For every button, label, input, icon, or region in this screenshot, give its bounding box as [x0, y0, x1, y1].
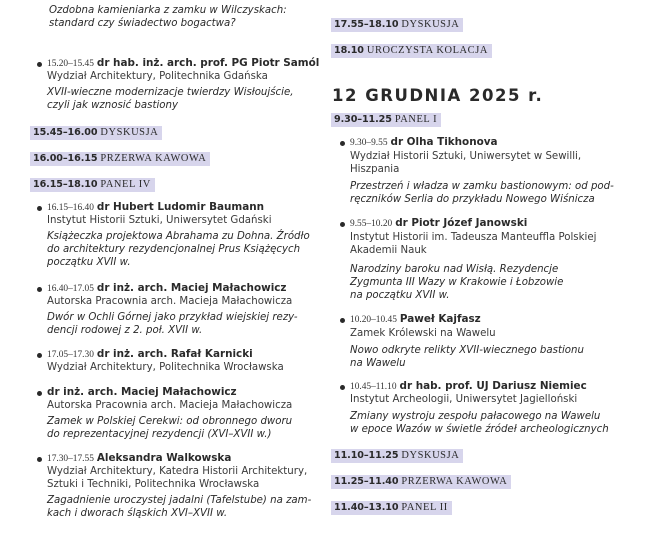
- bullet-icon: [340, 141, 345, 146]
- entry-heading: [350, 136, 498, 150]
- schedule-bar-panel: [331, 501, 452, 515]
- bullet-icon: [37, 391, 42, 396]
- schedule-bar-coffee-break: [30, 152, 210, 166]
- program-entry: [37, 57, 327, 117]
- speaker-name: dr hab. inż. arch. prof. PG Piotr Samól: [96, 57, 320, 69]
- bar-time: 11.10–11.25: [334, 450, 399, 461]
- speaker-name: dr inż. arch. Rafał Karnicki: [96, 348, 253, 360]
- bar-label: UROCZYSTA KOLACJA: [366, 45, 488, 56]
- speaker-name: dr inż. arch. Maciej Małachowicz: [96, 282, 287, 294]
- entry-time: 16.40–17.05: [47, 284, 94, 294]
- entry-time: 17.05–17.30: [47, 350, 94, 360]
- session-title: Zamek w Polskiej Cerekwi: od obronnego dworu do reprezentacyjnej rezydencji (XVI–XVII w.): [47, 416, 293, 441]
- bullet-icon: [340, 385, 345, 390]
- speaker-name: dr Piotr Józef Janowski: [395, 217, 528, 229]
- entry-heading: [350, 380, 587, 394]
- bar-time: 17.55–18.10: [334, 19, 399, 30]
- speaker-affiliation: Autorska Pracownia arch. Macieja Małachowicza: [47, 400, 293, 411]
- schedule-bar-dinner: [331, 44, 492, 58]
- bar-label: DYSKUSJA: [401, 19, 460, 30]
- schedule-bar-coffee-break: [331, 475, 511, 489]
- entry-heading: [47, 452, 231, 466]
- entry-time: 10.20–10.45: [350, 315, 397, 325]
- session-title: Narodziny baroku nad Wisłą. Rezydencje Zygmunta III Wazy w Krakowie i Łobzowie na początku XVII w.: [350, 264, 564, 302]
- speaker-name: dr hab. prof. UJ Dariusz Niemiec: [399, 380, 587, 392]
- session-title: Przestrzeń i władza w zamku bastionowym: od pod- ręczników Serlia do przykładu Nowego Wiśnicza: [350, 181, 614, 206]
- bar-label: PANEL IV: [100, 179, 151, 190]
- bar-label: PANEL I: [394, 114, 438, 125]
- bar-time: 18.10: [334, 45, 364, 56]
- program-entry: [37, 201, 327, 273]
- schedule-bar-panel: [331, 113, 441, 127]
- program-entry: [340, 217, 635, 307]
- entry-time: 9.55–10.20: [350, 219, 393, 229]
- program-entry: [340, 380, 635, 440]
- session-title: Nowo odkryte relikty XVII-wiecznego bastionu na Wawelu: [350, 345, 584, 370]
- program-entry: [340, 313, 635, 373]
- bullet-icon: [37, 353, 42, 358]
- bar-label: DYSKUSJA: [401, 450, 460, 461]
- day-heading: 12 GRUDNIA 2025 r.: [332, 86, 544, 105]
- program-entry: [37, 348, 327, 378]
- speaker-affiliation: Wydział Architektury, Katedra Historii Architektury, Sztuki i Techniki, Politechnika Wrocławska: [47, 466, 308, 491]
- entry-time: 15.20–15.45: [47, 59, 94, 69]
- bullet-icon: [37, 287, 42, 292]
- speaker-affiliation: Instytut Historii Sztuki, Uniwersytet Gdański: [47, 215, 272, 226]
- bar-label: PRZERWA KAWOWA: [100, 153, 207, 164]
- schedule-bar-panel: [30, 178, 155, 192]
- schedule-bar-discussion: [30, 126, 162, 140]
- session-title: Ozdobna kamieniarka z zamku w Wilczyskach: standard czy świadectwo bogactwa?: [49, 5, 287, 30]
- bullet-icon: [37, 457, 42, 462]
- speaker-affiliation: Autorska Pracownia arch. Macieja Małachowicza: [47, 296, 293, 307]
- entry-time: 9.30–9.55: [350, 138, 388, 148]
- bar-label: PRZERWA KAWOWA: [401, 476, 508, 487]
- session-title: Książeczka projektowa Abrahama zu Dohna. Źródło do architektury rezydencjonalnej Prus Książęcych początku XVII w.: [47, 231, 310, 269]
- speaker-affiliation: Instytut Archeologii, Uniwersytet Jagielloński: [350, 394, 578, 405]
- speaker-name: dr Hubert Ludomir Baumann: [96, 201, 265, 213]
- session-title: Dwór w Ochli Górnej jako przykład wiejskiej rezy- dencji rodowej z 2. poł. XVII w.: [47, 312, 298, 337]
- entry-heading: [47, 201, 264, 215]
- speaker-affiliation: Instytut Historii im. Tadeusza Manteuffla Polskiej Akademii Nauk: [350, 232, 597, 257]
- entry-time: 10.45–11.10: [350, 382, 397, 392]
- entry-heading: [47, 386, 237, 399]
- bar-time: 16.00–16.15: [33, 153, 98, 164]
- entry-time: 16.15–16.40: [47, 203, 94, 213]
- bar-time: 16.15–18.10: [33, 179, 98, 190]
- bar-label: PANEL II: [401, 502, 448, 513]
- entry-time: 17.30–17.55: [47, 454, 94, 464]
- entry-heading: [47, 57, 319, 71]
- bullet-icon: [340, 222, 345, 227]
- speaker-name: Aleksandra Walkowska: [96, 452, 232, 464]
- session-title: Zmiany wystroju zespołu pałacowego na Wawelu w epoce Wazów w świetle źródeł archeologicznych: [350, 411, 609, 436]
- program-entry: [340, 136, 635, 208]
- bar-time: 15.45–16.00: [33, 127, 98, 138]
- bullet-icon: [340, 318, 345, 323]
- program-entry: [37, 282, 327, 340]
- bar-time: 9.30–11.25: [334, 114, 392, 125]
- program-entry: [37, 452, 327, 534]
- bar-label: DYSKUSJA: [100, 127, 159, 138]
- entry-heading: [47, 348, 253, 362]
- schedule-bar-discussion: [331, 449, 463, 463]
- entry-heading: [350, 313, 481, 327]
- bullet-icon: [37, 62, 42, 67]
- session-title: XVII-wieczne modernizacje twierdzy Wisłoujście, czyli jak wznosić bastiony: [47, 87, 294, 112]
- session-title: Zagadnienie uroczystej jadalni (Tafelstube) na zam- kach i dworach śląskich XVI–XVII w.: [47, 495, 312, 520]
- schedule-bar-discussion: [331, 18, 463, 32]
- entry-heading: [350, 217, 527, 231]
- speaker-affiliation: Wydział Architektury, Politechnika Gdańska: [47, 71, 268, 82]
- speaker-name: dr Olha Tikhonova: [390, 136, 498, 148]
- speaker-affiliation: Wydział Architektury, Politechnika Wrocławska: [47, 362, 284, 373]
- bar-time: 11.40–13.10: [334, 502, 399, 513]
- speaker-name: Paweł Kajfasz: [399, 313, 481, 325]
- bar-time: 11.25–11.40: [334, 476, 399, 487]
- speaker-affiliation: Zamek Królewski na Wawelu: [350, 328, 496, 339]
- entry-heading: [47, 282, 286, 296]
- bullet-icon: [37, 206, 42, 211]
- speaker-affiliation: Wydział Historii Sztuki, Uniwersytet w Sewilli, Hiszpania: [350, 151, 582, 176]
- speaker-name: dr inż. arch. Maciej Małachowicz: [47, 386, 237, 398]
- program-entry: [37, 386, 327, 444]
